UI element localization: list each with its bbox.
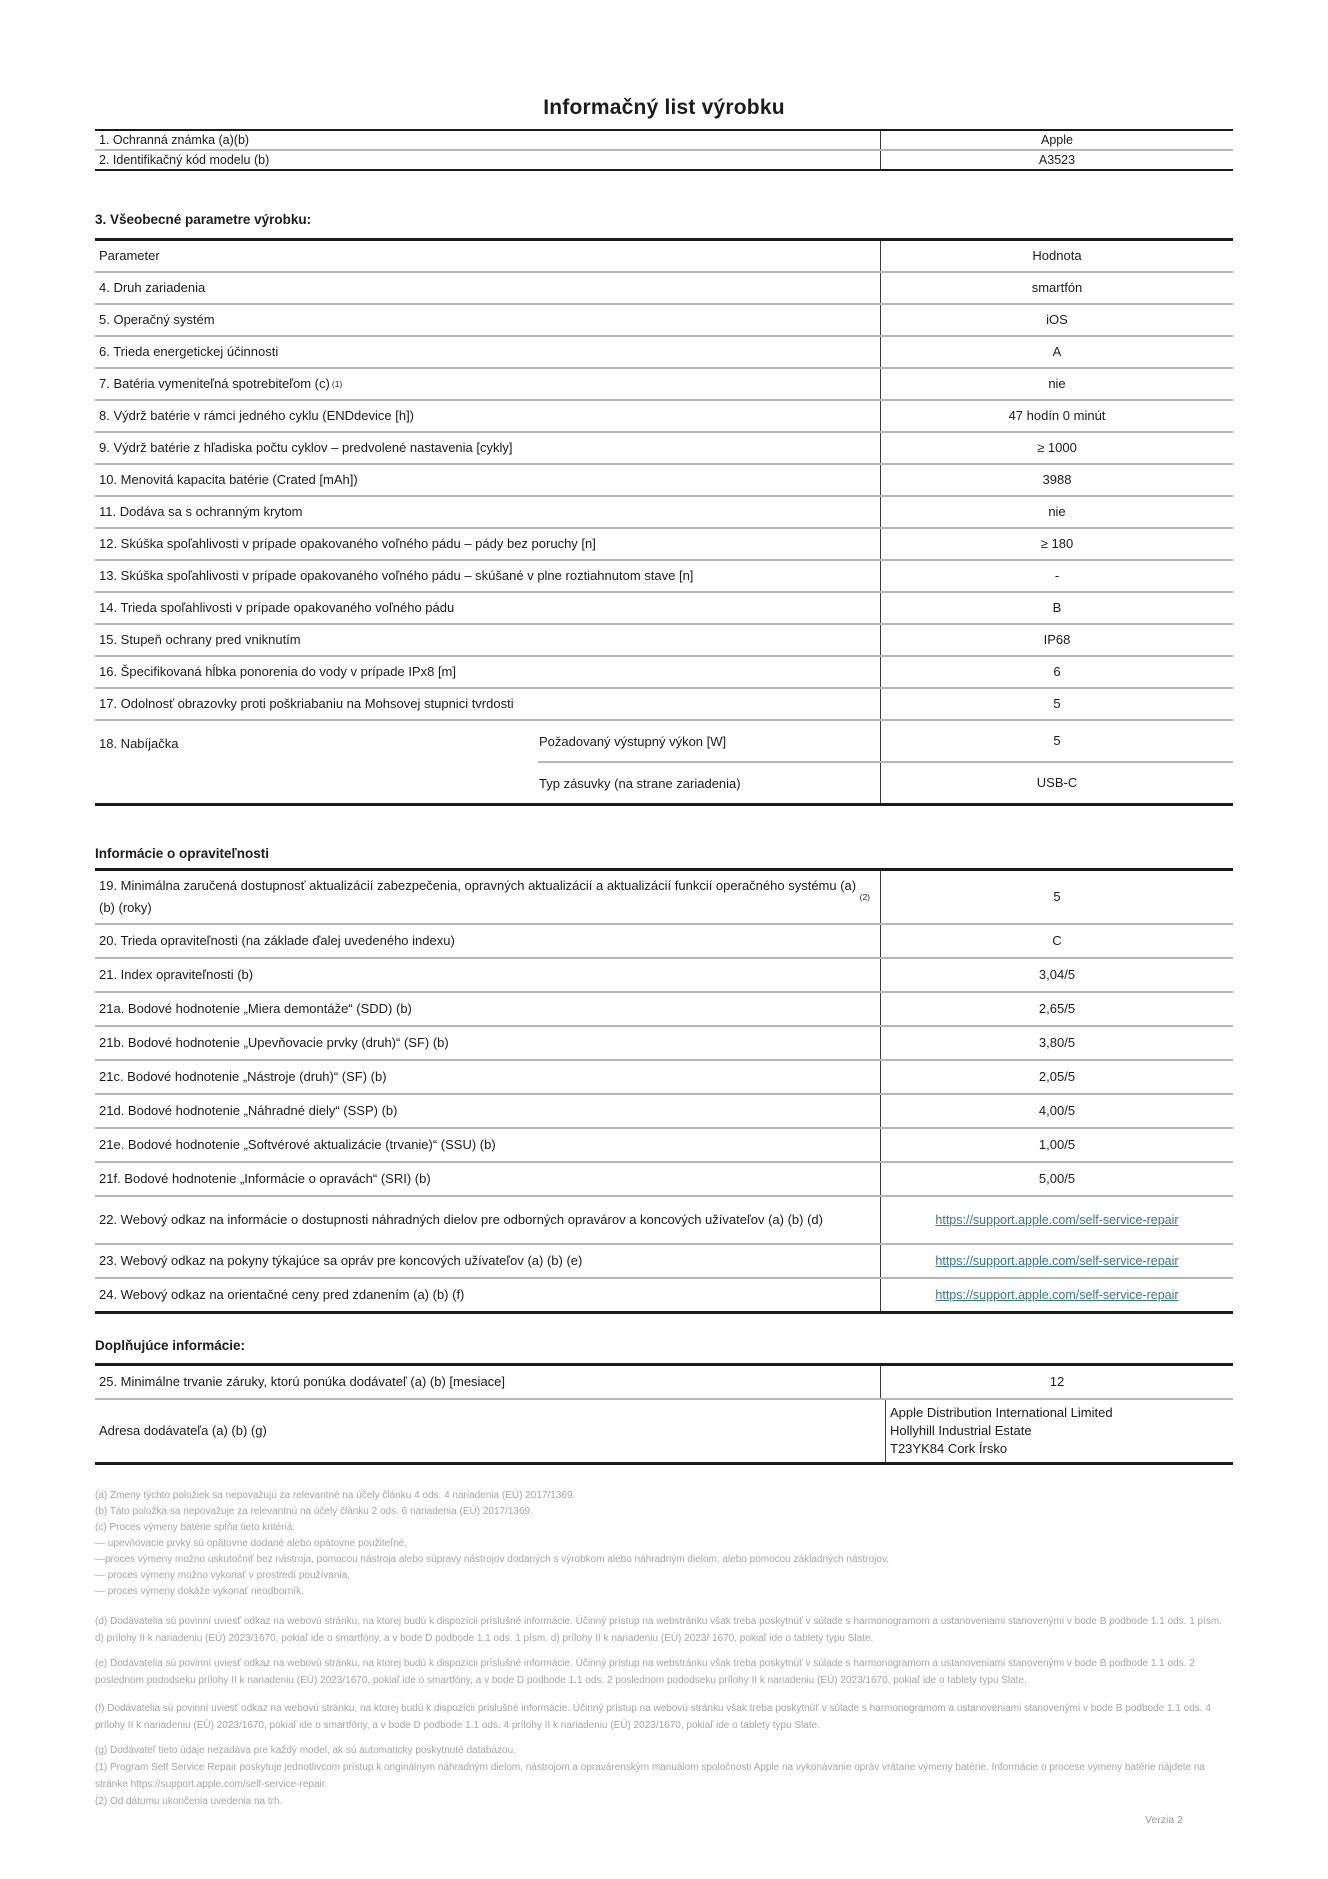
row-value: smartfón xyxy=(880,273,1233,303)
version-label: Verzia 2 xyxy=(1145,1814,1183,1826)
row-label: 2. Identifikačný kód modelu (b) xyxy=(99,153,270,167)
row-value: 1,00/5 xyxy=(880,1129,1233,1161)
row-label: 17. Odolnosť obrazovky proti poškriabaniu na Mohsovej stupnici tvrdosti xyxy=(99,696,514,711)
row-value: 5,00/5 xyxy=(880,1163,1233,1195)
row-value: nie xyxy=(880,497,1233,527)
row-value: 4,00/5 xyxy=(880,1095,1233,1127)
table-row xyxy=(95,1093,1233,1127)
charger-subtable xyxy=(538,721,1233,803)
row-label: 21f. Bodové hodnotenie „Informácie o opravách“ (SRI) (b) xyxy=(99,1171,431,1186)
row-value: 3,80/5 xyxy=(880,1027,1233,1059)
charger-subrow xyxy=(538,761,1233,803)
row-value: 47 hodín 0 minút xyxy=(880,401,1233,431)
table-row xyxy=(95,431,1233,463)
row-value: 5 xyxy=(880,871,1233,923)
table-row xyxy=(95,1366,1233,1398)
table-row xyxy=(95,149,1233,169)
subrow-parameter: Požadovaný výstupný výkon [W] xyxy=(539,733,727,749)
row-label-text: 19. Minimálna zaručená dostupnosť aktualizácií zabezpečenia, opravných aktualizácií a aktualizácií funkcií operačného systému (a) (b) (roky) xyxy=(99,878,857,915)
row-value: C xyxy=(880,925,1233,957)
row-value xyxy=(880,1279,1233,1311)
table-header-row xyxy=(95,241,1233,271)
additional-info-table xyxy=(95,1363,1233,1465)
self-service-repair-link[interactable]: https://support.apple.com/self-service-repair xyxy=(935,1288,1179,1302)
table-row xyxy=(95,1243,1233,1277)
row-value: A3523 xyxy=(880,151,1233,169)
table-row xyxy=(95,1195,1233,1243)
row-value: Apple xyxy=(880,131,1233,149)
row-value: B xyxy=(880,593,1233,623)
table-row xyxy=(95,1059,1233,1093)
row-value xyxy=(880,1197,1233,1243)
footnote-a: (a) Zmeny týchto položiek sa nepovažujú za relevantné na účely článku 4 ods. 4 nariadenia (EÚ) 2017/1369. xyxy=(95,1490,576,1501)
table-row xyxy=(95,687,1233,719)
table-row xyxy=(95,335,1233,367)
table-row xyxy=(95,559,1233,591)
address-line: Hollyhill Industrial Estate xyxy=(890,1423,1032,1438)
table-row xyxy=(95,591,1233,623)
subrow-value: USB-C xyxy=(880,763,1233,803)
identification-table xyxy=(95,129,1233,171)
charger-subrow xyxy=(538,721,1233,761)
footnote-e: (e) Dodávatelia sú povinní uviesť odkaz na webovú stránku, na ktorej budú k dispozícii príslušné informácie. Účinný prístup na webstránku však treba poskytnúť v súlade s harmonogramom a ustanoveniami stanovenými v bode B podbode 1.1 ods. 2 poslednom pododseku prílohy II k nariadeniu (EÚ) 2023/1670, pokiaľ ide o smartfóny, a v bode D podbode 1.1 ods. 2 poslednom pododseku prílohy II k nariadeniu (EÚ) 2023/1670, pokiaľ ide o tablety typu Slate. xyxy=(95,1658,1195,1686)
row-label: 21e. Bodové hodnotenie „Softvérové aktualizácie (trvanie)“ (SSU) (b) xyxy=(99,1137,496,1152)
table-row xyxy=(95,303,1233,335)
table-row xyxy=(95,1127,1233,1161)
row-label: 14. Trieda spoľahlivosti v prípade opakovaného voľného pádu xyxy=(99,600,455,615)
row-value: 5 xyxy=(880,689,1233,719)
row-label: 21d. Bodové hodnotenie „Náhradné diely“ (SSP) (b) xyxy=(99,1103,398,1118)
row-label: 21b. Bodové hodnotenie „Upevňovacie prvky (druh)“ (SF) (b) xyxy=(99,1035,449,1050)
row-value: - xyxy=(880,561,1233,591)
table-row xyxy=(95,1025,1233,1059)
self-service-repair-link[interactable]: https://support.apple.com/self-service-repair xyxy=(935,1254,1179,1268)
row-label: 13. Skúška spoľahlivosti v prípade opakovaného voľného pádu – skúšané v plne roztiahnutom stave [n] xyxy=(99,568,694,583)
page-title: Informačný list výrobku xyxy=(543,96,785,119)
footnotes xyxy=(95,1488,1233,1828)
document-content xyxy=(95,129,1233,1828)
row-label: 16. Špecifikovaná hĺbka ponorenia do vody v prípade IPx8 [m] xyxy=(99,664,456,679)
row-label: 8. Výdrž batérie v rámci jedného cyklu (ENDdevice [h]) xyxy=(99,408,415,423)
row-label-text: 7. Batéria vymeniteľná spotrebiteľom (c) xyxy=(99,376,330,391)
row-value: 3,04/5 xyxy=(880,959,1233,991)
row-label: 21. Index opraviteľnosti (b) xyxy=(99,967,254,982)
row-label: 5. Operačný systém xyxy=(99,312,215,327)
row-label: 6. Trieda energetickej účinnosti xyxy=(99,344,279,359)
row-label: 9. Výdrž batérie z hľadiska počtu cyklov – predvolené nastavenia [cykly] xyxy=(99,440,513,455)
row-value: ≥ 1000 xyxy=(880,433,1233,463)
row-label: 19. Minimálna zaručená dostupnosť aktualizácií zabezpečenia, opravných aktualizácií a aktualizácií funkcií operačného systému (a) (b) (roky) (2) xyxy=(95,871,880,923)
footnote-c-item: — upevňovacie prvky sú opätovne dodané alebo opätovne použiteľné, xyxy=(95,1538,408,1549)
row-value: 6 xyxy=(880,657,1233,687)
table-row xyxy=(95,923,1233,957)
table-row xyxy=(95,623,1233,655)
table-row xyxy=(95,991,1233,1025)
general-parameters-table xyxy=(95,238,1233,806)
subrow-parameter: Typ zásuvky (na strane zariadenia) xyxy=(539,775,741,791)
row-value: iOS xyxy=(880,305,1233,335)
footnote-c-item: — proces výmeny dokáže vykonať neodborník. xyxy=(95,1586,304,1597)
subrow-value: 5 xyxy=(880,721,1233,761)
row-value: 2,05/5 xyxy=(880,1061,1233,1093)
row-value xyxy=(880,1245,1233,1277)
section-heading-general-parameters: 3. Všeobecné parametre výrobku: xyxy=(95,212,312,227)
section-heading-repairability: Informácie o opraviteľnosti xyxy=(95,846,269,861)
row-value: 2,65/5 xyxy=(880,993,1233,1025)
table-row xyxy=(95,131,1233,149)
footnote-2: (2) Od dátumu ukončenia uvedenia na trh. xyxy=(95,1796,283,1807)
table-row xyxy=(95,271,1233,303)
table-row xyxy=(95,655,1233,687)
footnote-b: (b) Táto položka sa nepovažuje za relevantnú na účely článku 2 ods. 6 nariadenia (EÚ) 2017/1369. xyxy=(95,1506,533,1517)
table-row xyxy=(95,495,1233,527)
supplier-address-row xyxy=(95,1398,1233,1462)
row-label: 21a. Bodové hodnotenie „Miera demontáže“ (SDD) (b) xyxy=(99,1001,412,1016)
row-label: 10. Menovitá kapacita batérie (Crated [mAh]) xyxy=(99,472,358,487)
column-header-parameter: Parameter xyxy=(99,248,160,263)
row-label: 7. Batéria vymeniteľná spotrebiteľom (c) (1) xyxy=(95,369,880,399)
row-label: Adresa dodávateľa (a) (b) (g) xyxy=(99,1423,267,1438)
row-label: 4. Druh zariadenia xyxy=(99,280,206,295)
row-label: 11. Dodáva sa s ochranným krytom xyxy=(99,504,303,519)
column-header-value: Hodnota xyxy=(880,241,1233,271)
row-label: 24. Webový odkaz na orientačné ceny pred zdanením (a) (b) (f) xyxy=(99,1287,465,1302)
row-label: 12. Skúška spoľahlivosti v prípade opakovaného voľného pádu – pády bez poruchy [n] xyxy=(99,536,596,551)
footnote-c-item: — proces výmeny možno vykonať v prostredí používania, xyxy=(95,1570,350,1581)
supplier-address xyxy=(885,1400,1233,1462)
table-row xyxy=(95,367,1233,399)
footnote-1: (1) Program Self Service Repair poskytuje jednotlivcom prístup k originálnym náhradným dielom, nástrojom a opravárenským manuálom spoločnosti Apple na vykonávanie opráv vrátane výmeny batérie. Informácie o procese výmeny batérie nájdete na stránke https://support.apple.com/self-service-repair. xyxy=(95,1762,1205,1790)
row-label: 15. Stupeň ochrany pred vniknutím xyxy=(99,632,301,647)
table-row xyxy=(95,527,1233,559)
row-label: 18. Nabíjačka xyxy=(99,736,179,751)
table-row xyxy=(95,957,1233,991)
row-label: 1. Ochranná známka (a)(b) xyxy=(99,133,250,147)
footnote-f: (f) Dodávatelia sú povinní uviesť odkaz na webovú stránku, na ktorej budú k dispozícii príslušné informácie. Účinný prístup na webovú stránku však treba poskytnúť v súlade s harmonogramom a ustanoveniami stanovenými v bode B podbode 1.1 ods. 4 prílohy II k nariadeniu (EÚ) 2023/1670, pokiaľ ide o smartfóny, a v bode D podbode 1.1 ods. 4 prílohy II k nariadeniu (EÚ) 2023/1670, pokiaľ ide o tablety typu Slate. xyxy=(95,1703,1211,1731)
charger-row xyxy=(95,719,1233,803)
row-value: IP68 xyxy=(880,625,1233,655)
row-label: 23. Webový odkaz na pokyny týkajúce sa opráv pre koncových užívateľov (a) (b) (e) xyxy=(99,1253,583,1268)
row-label: 22. Webový odkaz na informácie o dostupnosti náhradných dielov pre odborných opravárov a koncových užívateľov (a) (b) (d) xyxy=(99,1212,823,1227)
row-label: 20. Trieda opraviteľnosti (na základe ďalej uvedeného indexu) xyxy=(99,933,455,948)
row-label: 21c. Bodové hodnotenie „Nástroje (druh)“ (SF) (b) xyxy=(99,1069,387,1084)
section-heading-additional-info: Doplňujúce informácie: xyxy=(95,1338,246,1353)
row-value: nie xyxy=(880,369,1233,399)
table-row xyxy=(95,1161,1233,1195)
address-line: T23YK84 Cork Írsko xyxy=(890,1441,1008,1456)
table-row xyxy=(95,1277,1233,1311)
footnote-d: (d) Dodávatelia sú povinní uviesť odkaz na webovú stránku, na ktorej budú k dispozícii príslušné informácie. Účinný prístup na webstránku však treba poskytnúť v súlade s harmonogramom a ustanoveniami stanovenými v bode B podbode 1.1 ods. 1 písm. d) prílohy II k nariadeniu (EÚ) 2023/1670, pokiaľ ide o smartfóny, a v bode D podbode 1.1 ods. 1 písm. d) prílohy II k nariadeniu (EÚ) 2023/ 1670, pokiaľ ide o tablety typu Slate. xyxy=(95,1616,1222,1644)
table-row xyxy=(95,871,1233,923)
repairability-table xyxy=(95,868,1233,1314)
table-row xyxy=(95,399,1233,431)
row-value: ≥ 180 xyxy=(880,529,1233,559)
footnote-c-item: —proces výmeny možno uskutočniť bez nástroja, pomocou nástroja alebo súpravy nástrojov dodaných s výrobkom alebo náhradným dielom, alebo pomocou základných nástrojov, xyxy=(95,1554,889,1565)
self-service-repair-link[interactable]: https://support.apple.com/self-service-repair xyxy=(935,1213,1179,1227)
row-value: 3988 xyxy=(880,465,1233,495)
footnote-g: (g) Dodávateľ tieto údaje nezadáva pre každý model, ak sú automaticky poskytnuté databázou. xyxy=(95,1745,516,1756)
table-row xyxy=(95,463,1233,495)
row-value: 12 xyxy=(880,1366,1233,1398)
footnote-c: (c) Proces výmeny batérie spĺňa tieto kritériá: xyxy=(95,1522,296,1533)
address-line: Apple Distribution International Limited xyxy=(890,1405,1113,1420)
row-value: A xyxy=(880,337,1233,367)
row-label: 25. Minimálne trvanie záruky, ktorú ponúka dodávateľ (a) (b) [mesiace] xyxy=(99,1374,506,1389)
